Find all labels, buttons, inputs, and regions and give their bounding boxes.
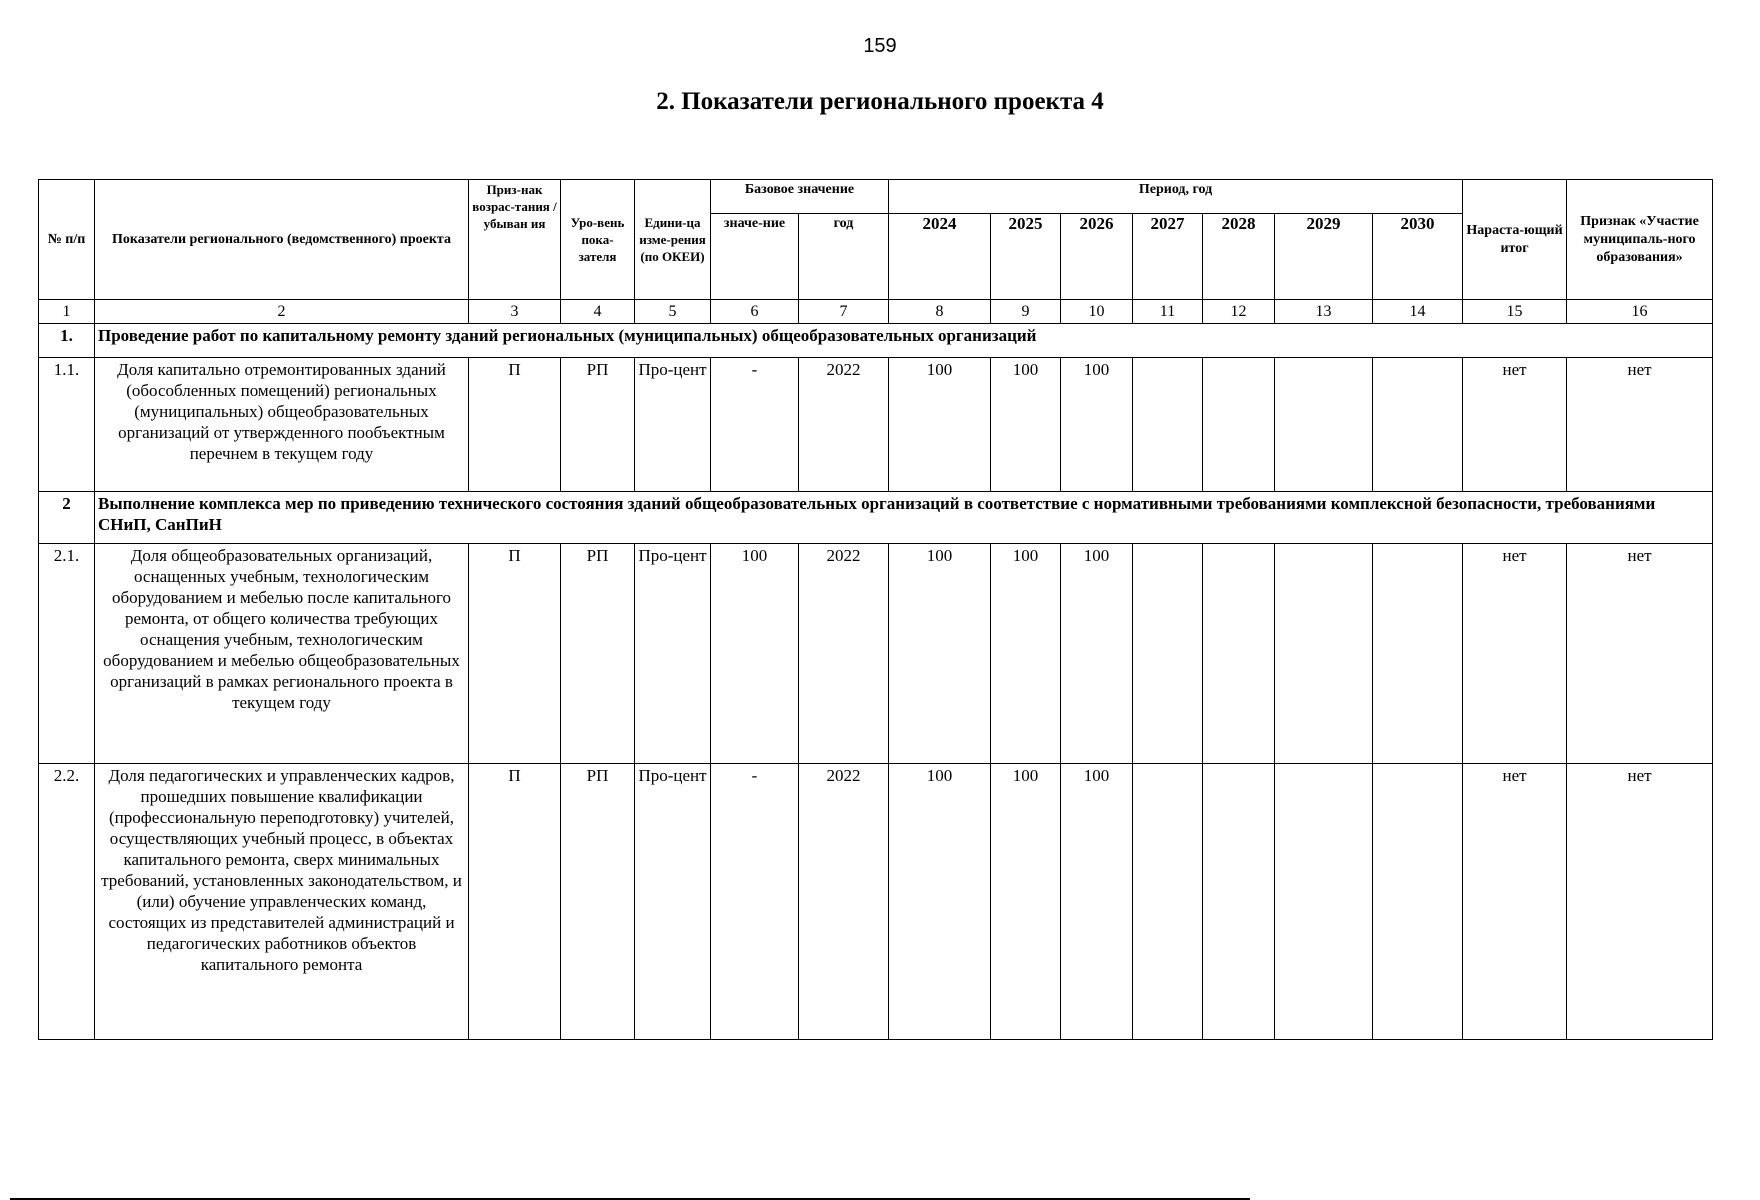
row-value-2024: 100 bbox=[889, 544, 991, 764]
column-number: 14 bbox=[1373, 300, 1463, 324]
row-municipal: нет bbox=[1567, 764, 1713, 1040]
row-base-year: 2022 bbox=[799, 544, 889, 764]
column-number: 11 bbox=[1133, 300, 1203, 324]
section-number: 2 bbox=[39, 492, 95, 544]
row-base-value: 100 bbox=[711, 544, 799, 764]
column-number: 3 bbox=[469, 300, 561, 324]
row-cumulative: нет bbox=[1463, 764, 1567, 1040]
row-municipal: нет bbox=[1567, 358, 1713, 492]
row-number: 2.1. bbox=[39, 544, 95, 764]
row-value-2029 bbox=[1275, 544, 1373, 764]
column-number: 6 bbox=[711, 300, 799, 324]
indicators-table bbox=[38, 179, 1713, 1040]
row-value-2025: 100 bbox=[991, 544, 1061, 764]
column-number: 12 bbox=[1203, 300, 1275, 324]
row-value-2028 bbox=[1203, 764, 1275, 1040]
row-value-2025: 100 bbox=[991, 764, 1061, 1040]
header-year-2025: 2025 bbox=[991, 214, 1061, 300]
section-row bbox=[39, 492, 1713, 544]
section-row bbox=[39, 324, 1713, 358]
row-value-2024: 100 bbox=[889, 358, 991, 492]
column-number: 4 bbox=[561, 300, 635, 324]
header-year-2028: 2028 bbox=[1203, 214, 1275, 300]
table-row bbox=[39, 544, 1713, 764]
header-level: Уро-вень пока-зателя bbox=[561, 180, 635, 300]
header-unit: Едини-ца изме-рения (по ОКЕИ) bbox=[635, 180, 711, 300]
section-title: Выполнение комплекса мер по приведению технического состояния зданий общеобразовательных организаций в соответствие с нормативными требованиями комплексной безопасности, требованиями СНиП, СанПиН bbox=[95, 492, 1713, 544]
row-number: 1.1. bbox=[39, 358, 95, 492]
column-number: 13 bbox=[1275, 300, 1373, 324]
column-number: 8 bbox=[889, 300, 991, 324]
header-indicator: Показатели регионального (ведомственного) проекта bbox=[95, 180, 469, 300]
row-unit: Про-цент bbox=[635, 764, 711, 1040]
row-unit: Про-цент bbox=[635, 358, 711, 492]
row-value-2027 bbox=[1133, 764, 1203, 1040]
row-base-year: 2022 bbox=[799, 764, 889, 1040]
header-num: № п/п bbox=[39, 180, 95, 300]
row-value-2028 bbox=[1203, 358, 1275, 492]
row-value-2030 bbox=[1373, 544, 1463, 764]
row-value-2027 bbox=[1133, 544, 1203, 764]
header-year-2030: 2030 bbox=[1373, 214, 1463, 300]
row-level: РП bbox=[561, 544, 635, 764]
row-sign: П bbox=[469, 764, 561, 1040]
row-base-value: - bbox=[711, 358, 799, 492]
row-level: РП bbox=[561, 764, 635, 1040]
section-title: Проведение работ по капитальному ремонту зданий региональных (муниципальных) общеобразовательных организаций bbox=[95, 324, 1713, 358]
header-base-value: значе-ние bbox=[711, 214, 799, 300]
page-number: 159 bbox=[863, 35, 897, 57]
header-municipal: Признак «Участие муниципаль-ного образования» bbox=[1567, 180, 1713, 300]
header-base-year: год bbox=[799, 214, 889, 300]
column-number: 16 bbox=[1567, 300, 1713, 324]
row-value-2026: 100 bbox=[1061, 544, 1133, 764]
row-level: РП bbox=[561, 358, 635, 492]
table-row bbox=[39, 764, 1713, 1040]
row-unit: Про-цент bbox=[635, 544, 711, 764]
row-value-2025: 100 bbox=[991, 358, 1061, 492]
header-year-2029: 2029 bbox=[1275, 214, 1373, 300]
column-number: 1 bbox=[39, 300, 95, 324]
section-number: 1. bbox=[39, 324, 95, 358]
row-number: 2.2. bbox=[39, 764, 95, 1040]
row-indicator: Доля общеобразовательных организаций, оснащенных учебным, технологическим оборудованием и мебелью после капитального ремонта, от общего количества требующих оснащения учебным, технологическим оборудованием и мебелью общеобразовательных организаций в рамках регионального проекта в текущем году bbox=[95, 544, 469, 764]
row-value-2024: 100 bbox=[889, 764, 991, 1040]
header-sign: Приз-нак возрас-тания / убыван ия bbox=[469, 180, 561, 300]
row-cumulative: нет bbox=[1463, 358, 1567, 492]
row-value-2027 bbox=[1133, 358, 1203, 492]
column-number: 9 bbox=[991, 300, 1061, 324]
column-number: 5 bbox=[635, 300, 711, 324]
header-cumulative: Нараста-ющий итог bbox=[1463, 180, 1567, 300]
table-row bbox=[39, 358, 1713, 492]
header-year-2027: 2027 bbox=[1133, 214, 1203, 300]
row-base-value: - bbox=[711, 764, 799, 1040]
row-value-2028 bbox=[1203, 544, 1275, 764]
column-numbers-row bbox=[39, 300, 1713, 324]
row-sign: П bbox=[469, 358, 561, 492]
row-value-2029 bbox=[1275, 358, 1373, 492]
header-year-2024: 2024 bbox=[889, 214, 991, 300]
header-year-2026: 2026 bbox=[1061, 214, 1133, 300]
row-base-year: 2022 bbox=[799, 358, 889, 492]
column-number: 10 bbox=[1061, 300, 1133, 324]
page-title: 2. Показатели регионального проекта 4 bbox=[656, 88, 1104, 115]
column-number: 15 bbox=[1463, 300, 1567, 324]
row-value-2029 bbox=[1275, 764, 1373, 1040]
row-indicator: Доля педагогических и управленческих кадров, прошедших повышение квалификации (профессиональную переподготовку) учителей, осуществляющих учебный процесс, в объектах капитального ремонта, сверх минимальных требований, установленных законодательством, и (или) обучение управленческих команд, состоящих из представителей администраций и педагогических работников объектов капитального ремонта bbox=[95, 764, 469, 1040]
row-sign: П bbox=[469, 544, 561, 764]
row-value-2030 bbox=[1373, 358, 1463, 492]
column-number: 7 bbox=[799, 300, 889, 324]
row-value-2026: 100 bbox=[1061, 358, 1133, 492]
row-cumulative: нет bbox=[1463, 544, 1567, 764]
row-indicator: Доля капитально отремонтированных зданий (обособленных помещений) региональных (муниципальных) общеобразовательных организаций от утвержденного пообъектным перечнем в текущем году bbox=[95, 358, 469, 492]
row-value-2026: 100 bbox=[1061, 764, 1133, 1040]
row-value-2030 bbox=[1373, 764, 1463, 1040]
header-period-group: Период, год bbox=[889, 180, 1463, 214]
header-base-group: Базовое значение bbox=[711, 180, 889, 214]
row-municipal: нет bbox=[1567, 544, 1713, 764]
column-number: 2 bbox=[95, 300, 469, 324]
